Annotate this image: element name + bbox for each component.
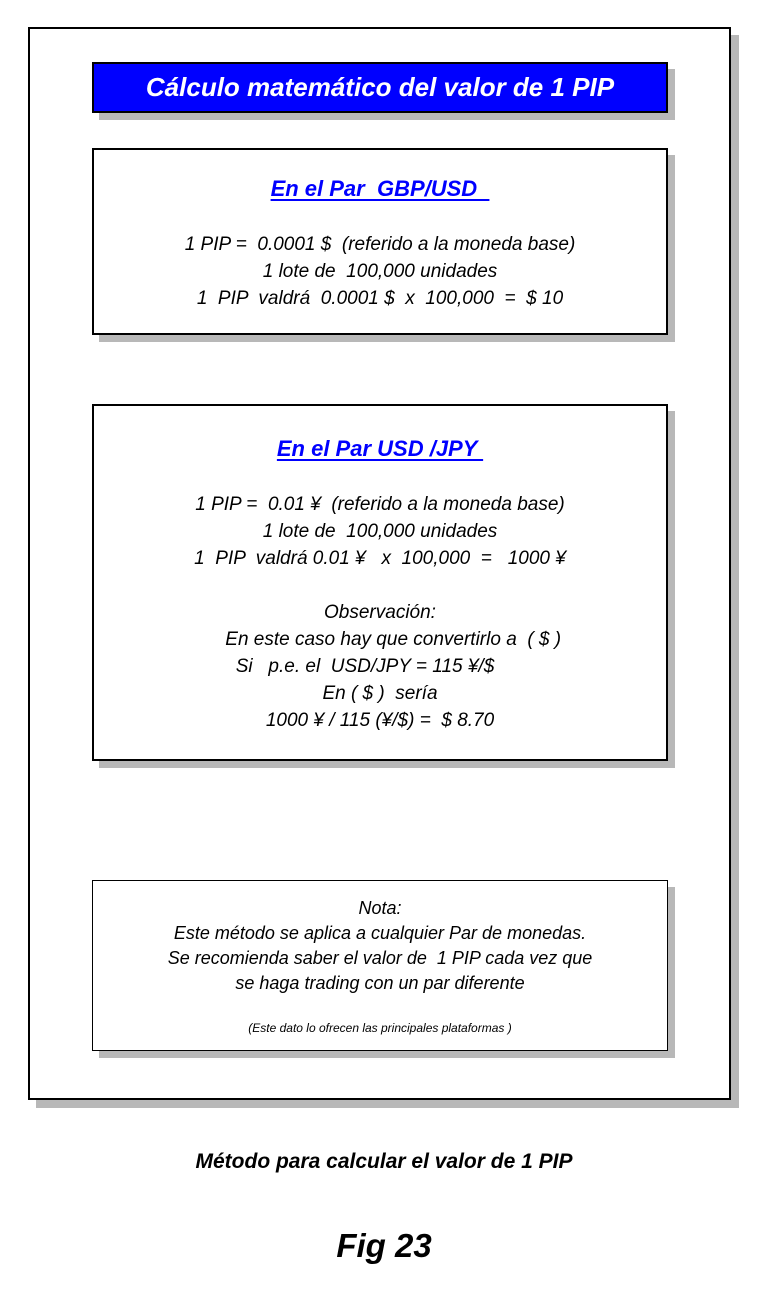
usd-pip-definition: 1 PIP = 0.01 ¥ (referido a la moneda base) — [195, 494, 565, 515]
gbp-pip-definition: 1 PIP = 0.0001 $ (referido a la moneda base) — [184, 234, 576, 255]
usd-lot-size: 1 lote de 100,000 unidades — [262, 521, 498, 542]
note-heading: Nota: — [358, 898, 402, 918]
gbp-lot-size: 1 lote de 100,000 unidades — [262, 261, 498, 282]
gbp-usd-section — [92, 148, 668, 335]
usd-jpy-section — [92, 404, 668, 761]
note-line: Este método se aplica a cualquier Par de monedas. — [173, 923, 587, 943]
note-line: Se recomienda saber el valor de 1 PIP cada vez que — [167, 948, 593, 968]
observation-line: En este caso hay que convertirlo a ( $ ) — [198, 629, 562, 650]
observation-line: Si p.e. el USD/JPY = 115 ¥/$ — [235, 656, 495, 677]
usd-pip-value: 1 PIP valdrá 0.01 ¥ x 100,000 = 1000 ¥ — [194, 548, 566, 569]
note-footnote: (Este dato lo ofrecen las principales plataformas ) — [248, 1021, 512, 1035]
observation-line: En ( $ ) sería — [322, 683, 438, 704]
page-title: Cálculo matemático del valor de 1 PIP — [145, 72, 615, 102]
note-line: se haga trading con un par diferente — [235, 973, 525, 993]
figure-label: Fig 23 — [336, 1227, 432, 1264]
gbp-usd-heading: En el Par GBP/USD — [270, 176, 490, 201]
note-section — [92, 880, 668, 1051]
observation-heading: Observación: — [324, 602, 436, 623]
usd-jpy-heading: En el Par USD /JPY — [276, 436, 484, 461]
observation-result: 1000 ¥ / 115 (¥/$) = $ 8.70 — [265, 710, 495, 731]
page-title-banner — [92, 62, 668, 113]
figure-caption: Método para calcular el valor de 1 PIP — [195, 1150, 573, 1173]
gbp-pip-value: 1 PIP valdrá 0.0001 $ x 100,000 = $ 10 — [196, 288, 564, 309]
